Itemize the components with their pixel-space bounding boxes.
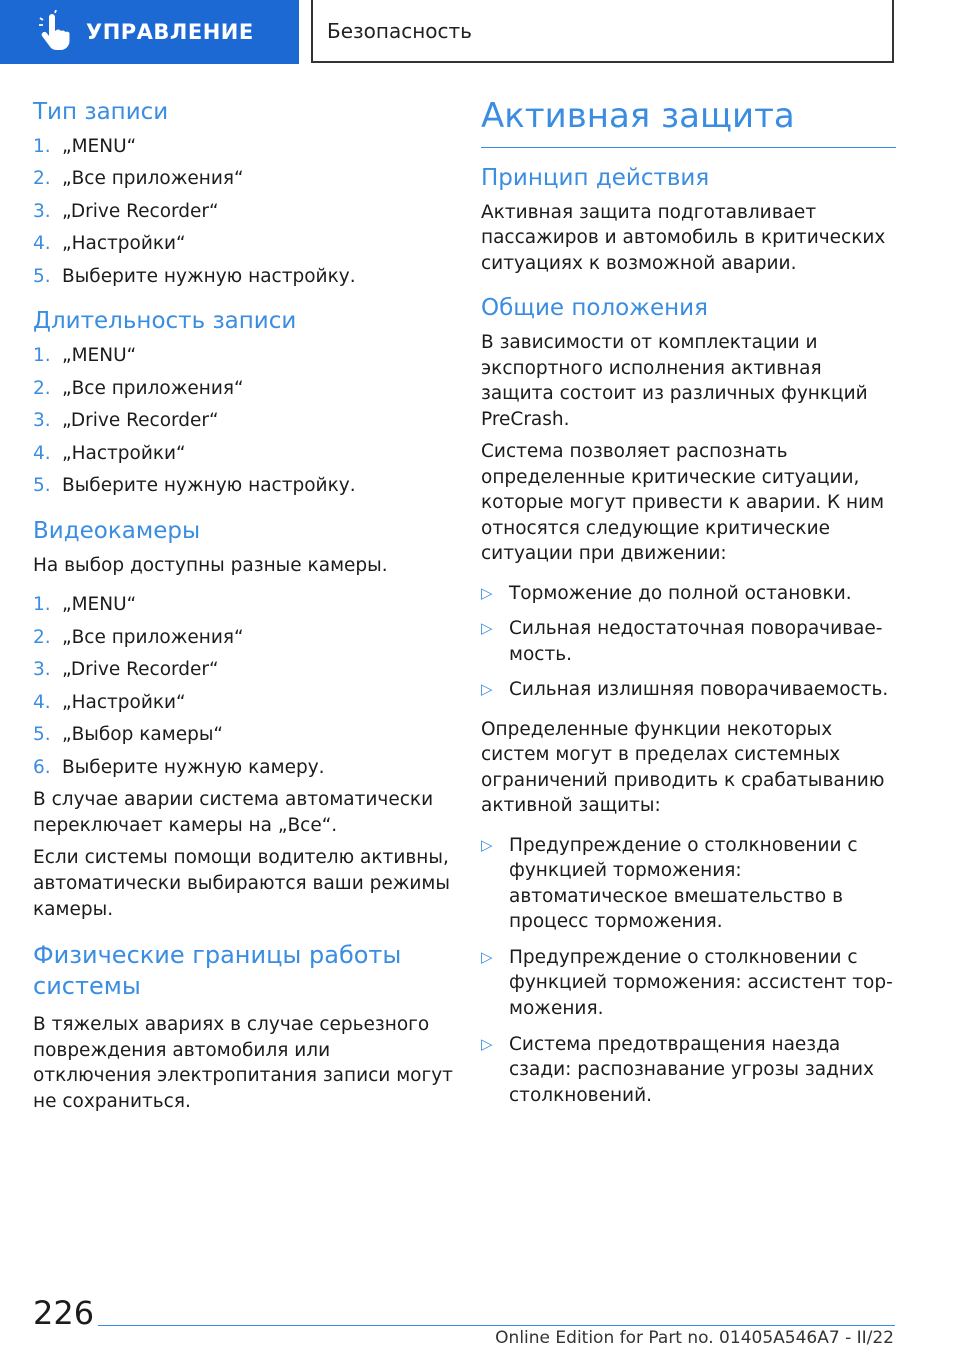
step-text: „MENU“ <box>62 345 137 367</box>
list-item <box>33 166 453 192</box>
step-text: „Все приложения“ <box>62 626 244 648</box>
page-number: 226 <box>33 1294 95 1332</box>
triangle-bullet-icon: ▷ <box>481 1034 493 1053</box>
list-item <box>33 441 453 467</box>
list-item <box>33 231 453 257</box>
step-number: 6. <box>33 756 51 778</box>
bullet-text: Сильная недостаточная поворачиваемость. <box>509 618 883 665</box>
section-header <box>311 0 894 63</box>
step-text: „Drive Recorder“ <box>62 200 219 222</box>
step-text: „MENU“ <box>62 135 137 157</box>
step-number: 5. <box>33 265 51 287</box>
paragraph: В тяжелых авариях в случае серьезного повреждения автомобиля или отключения электропитания записи могут не сохраниться. <box>33 1014 453 1112</box>
left-column <box>33 98 453 1132</box>
triangle-bullet-icon: ▷ <box>481 680 493 699</box>
list-item <box>33 264 453 290</box>
chapter-title: Активная защита <box>481 96 896 148</box>
list-item <box>33 690 453 716</box>
section-title: Видеокамеры <box>33 517 201 544</box>
step-text: „Все приложения“ <box>62 377 244 399</box>
chapter-tab-label: УПРАВЛЕНИЕ <box>86 20 254 44</box>
list-item <box>33 199 453 225</box>
bullet-text: Торможение до полной остановки. <box>509 582 852 604</box>
list-item <box>481 1032 896 1109</box>
footer-divider <box>98 1325 895 1326</box>
step-number: 3. <box>33 659 51 681</box>
paragraph: В случае аварии система автоматически переключает камеры на „Все“. <box>33 789 434 836</box>
step-number: 1. <box>33 135 51 157</box>
step-number: 5. <box>33 475 51 497</box>
section-principle <box>481 164 896 276</box>
list-item <box>33 343 453 369</box>
list-item <box>481 677 896 703</box>
steps-list <box>33 134 453 290</box>
section-title: Принцип действия <box>481 164 710 191</box>
step-number: 4. <box>33 233 51 255</box>
paragraph: Активная защита подготавливает пассажиров и автомобиль в критических ситуациях к возможной аварии. <box>481 201 886 274</box>
section-title: Общие положения <box>481 295 708 322</box>
step-text: „Настройки“ <box>62 691 186 713</box>
step-number: 1. <box>33 594 51 616</box>
triangle-bullet-icon: ▷ <box>481 947 493 966</box>
section-title: Длительность записи <box>33 308 297 335</box>
bullet-text: Предупреждение о столкновении с функцией торможения: автоматическое вмешательство в процесс торможения. <box>509 834 858 933</box>
step-number: 4. <box>33 442 51 464</box>
section-record-duration <box>33 307 453 498</box>
list-item <box>481 833 896 935</box>
step-text: „Все приложения“ <box>62 168 244 190</box>
steps-list <box>33 592 453 780</box>
step-number: 2. <box>33 168 51 190</box>
step-number: 3. <box>33 410 51 432</box>
paragraph: На выбор доступны разные камеры. <box>33 554 388 576</box>
right-column <box>481 96 896 1126</box>
list-item <box>33 376 453 402</box>
paragraph: Если системы помощи водителю активны, автоматически выбираются ваши режимы камеры. <box>33 847 450 920</box>
list-item <box>481 581 896 607</box>
list-item <box>33 592 453 618</box>
section-title: Физические границы работы системы <box>33 941 402 1001</box>
list-item <box>481 616 896 667</box>
paragraph: Система позволяет распознать определенные критические ситуации, которые могут привести к аварии. К ним относятся следующие критические ситуации при движении: <box>481 441 885 565</box>
step-text: „Drive Recorder“ <box>62 659 219 681</box>
list-item <box>33 722 453 748</box>
edition-label: Online Edition for Part no. 01405A546A7 - II/22 <box>495 1328 894 1348</box>
section-system-limits <box>33 940 453 1114</box>
section-title: Тип записи <box>33 99 169 125</box>
step-text: „Настройки“ <box>62 233 186 255</box>
triangle-bullet-icon: ▷ <box>481 619 493 638</box>
bullet-list <box>481 833 896 1108</box>
section-record-type <box>33 98 453 289</box>
step-text: „Выбор камеры“ <box>62 724 224 746</box>
section-general <box>481 294 896 1108</box>
step-text: „Drive Recorder“ <box>62 410 219 432</box>
step-text: Выберите нужную настройку. <box>62 475 356 497</box>
step-number: 3. <box>33 200 51 222</box>
list-item <box>481 945 896 1022</box>
step-text: „MENU“ <box>62 594 137 616</box>
hand-pointer-icon <box>32 10 76 54</box>
step-number: 2. <box>33 377 51 399</box>
step-number: 2. <box>33 626 51 648</box>
step-number: 5. <box>33 724 51 746</box>
list-item <box>33 657 453 683</box>
bullet-text: Предупреждение о столкновении с функцией торможения: ассистент торможения. <box>509 946 893 1019</box>
steps-list <box>33 343 453 499</box>
chapter-tab[interactable] <box>0 0 299 64</box>
triangle-bullet-icon: ▷ <box>481 583 493 602</box>
section-cameras <box>33 517 453 922</box>
triangle-bullet-icon: ▷ <box>481 835 493 854</box>
bullet-text: Сильная излишняя поворачиваемость. <box>509 679 889 701</box>
list-item <box>33 755 453 781</box>
paragraph: В зависимости от комплектации и экспортного исполнения активная защита состоит из различных функций PreCrash. <box>481 332 868 430</box>
bullet-text: Система предотвращения наезда сзади: распознавание угрозы задних столкновений. <box>509 1033 874 1106</box>
section-header-label: Безопасность <box>327 18 472 43</box>
step-text: Выберите нужную камеру. <box>62 756 325 778</box>
list-item <box>33 625 453 651</box>
step-text: Выберите нужную настройку. <box>62 265 356 287</box>
paragraph: Определенные функции некоторых систем могут в пределах системных ограничений приводить к срабатыванию активной защиты: <box>481 718 885 817</box>
list-item <box>33 134 453 160</box>
bullet-list <box>481 581 896 703</box>
step-number: 1. <box>33 345 51 367</box>
list-item <box>33 408 453 434</box>
list-item <box>33 473 453 499</box>
step-text: „Настройки“ <box>62 442 186 464</box>
step-number: 4. <box>33 691 51 713</box>
